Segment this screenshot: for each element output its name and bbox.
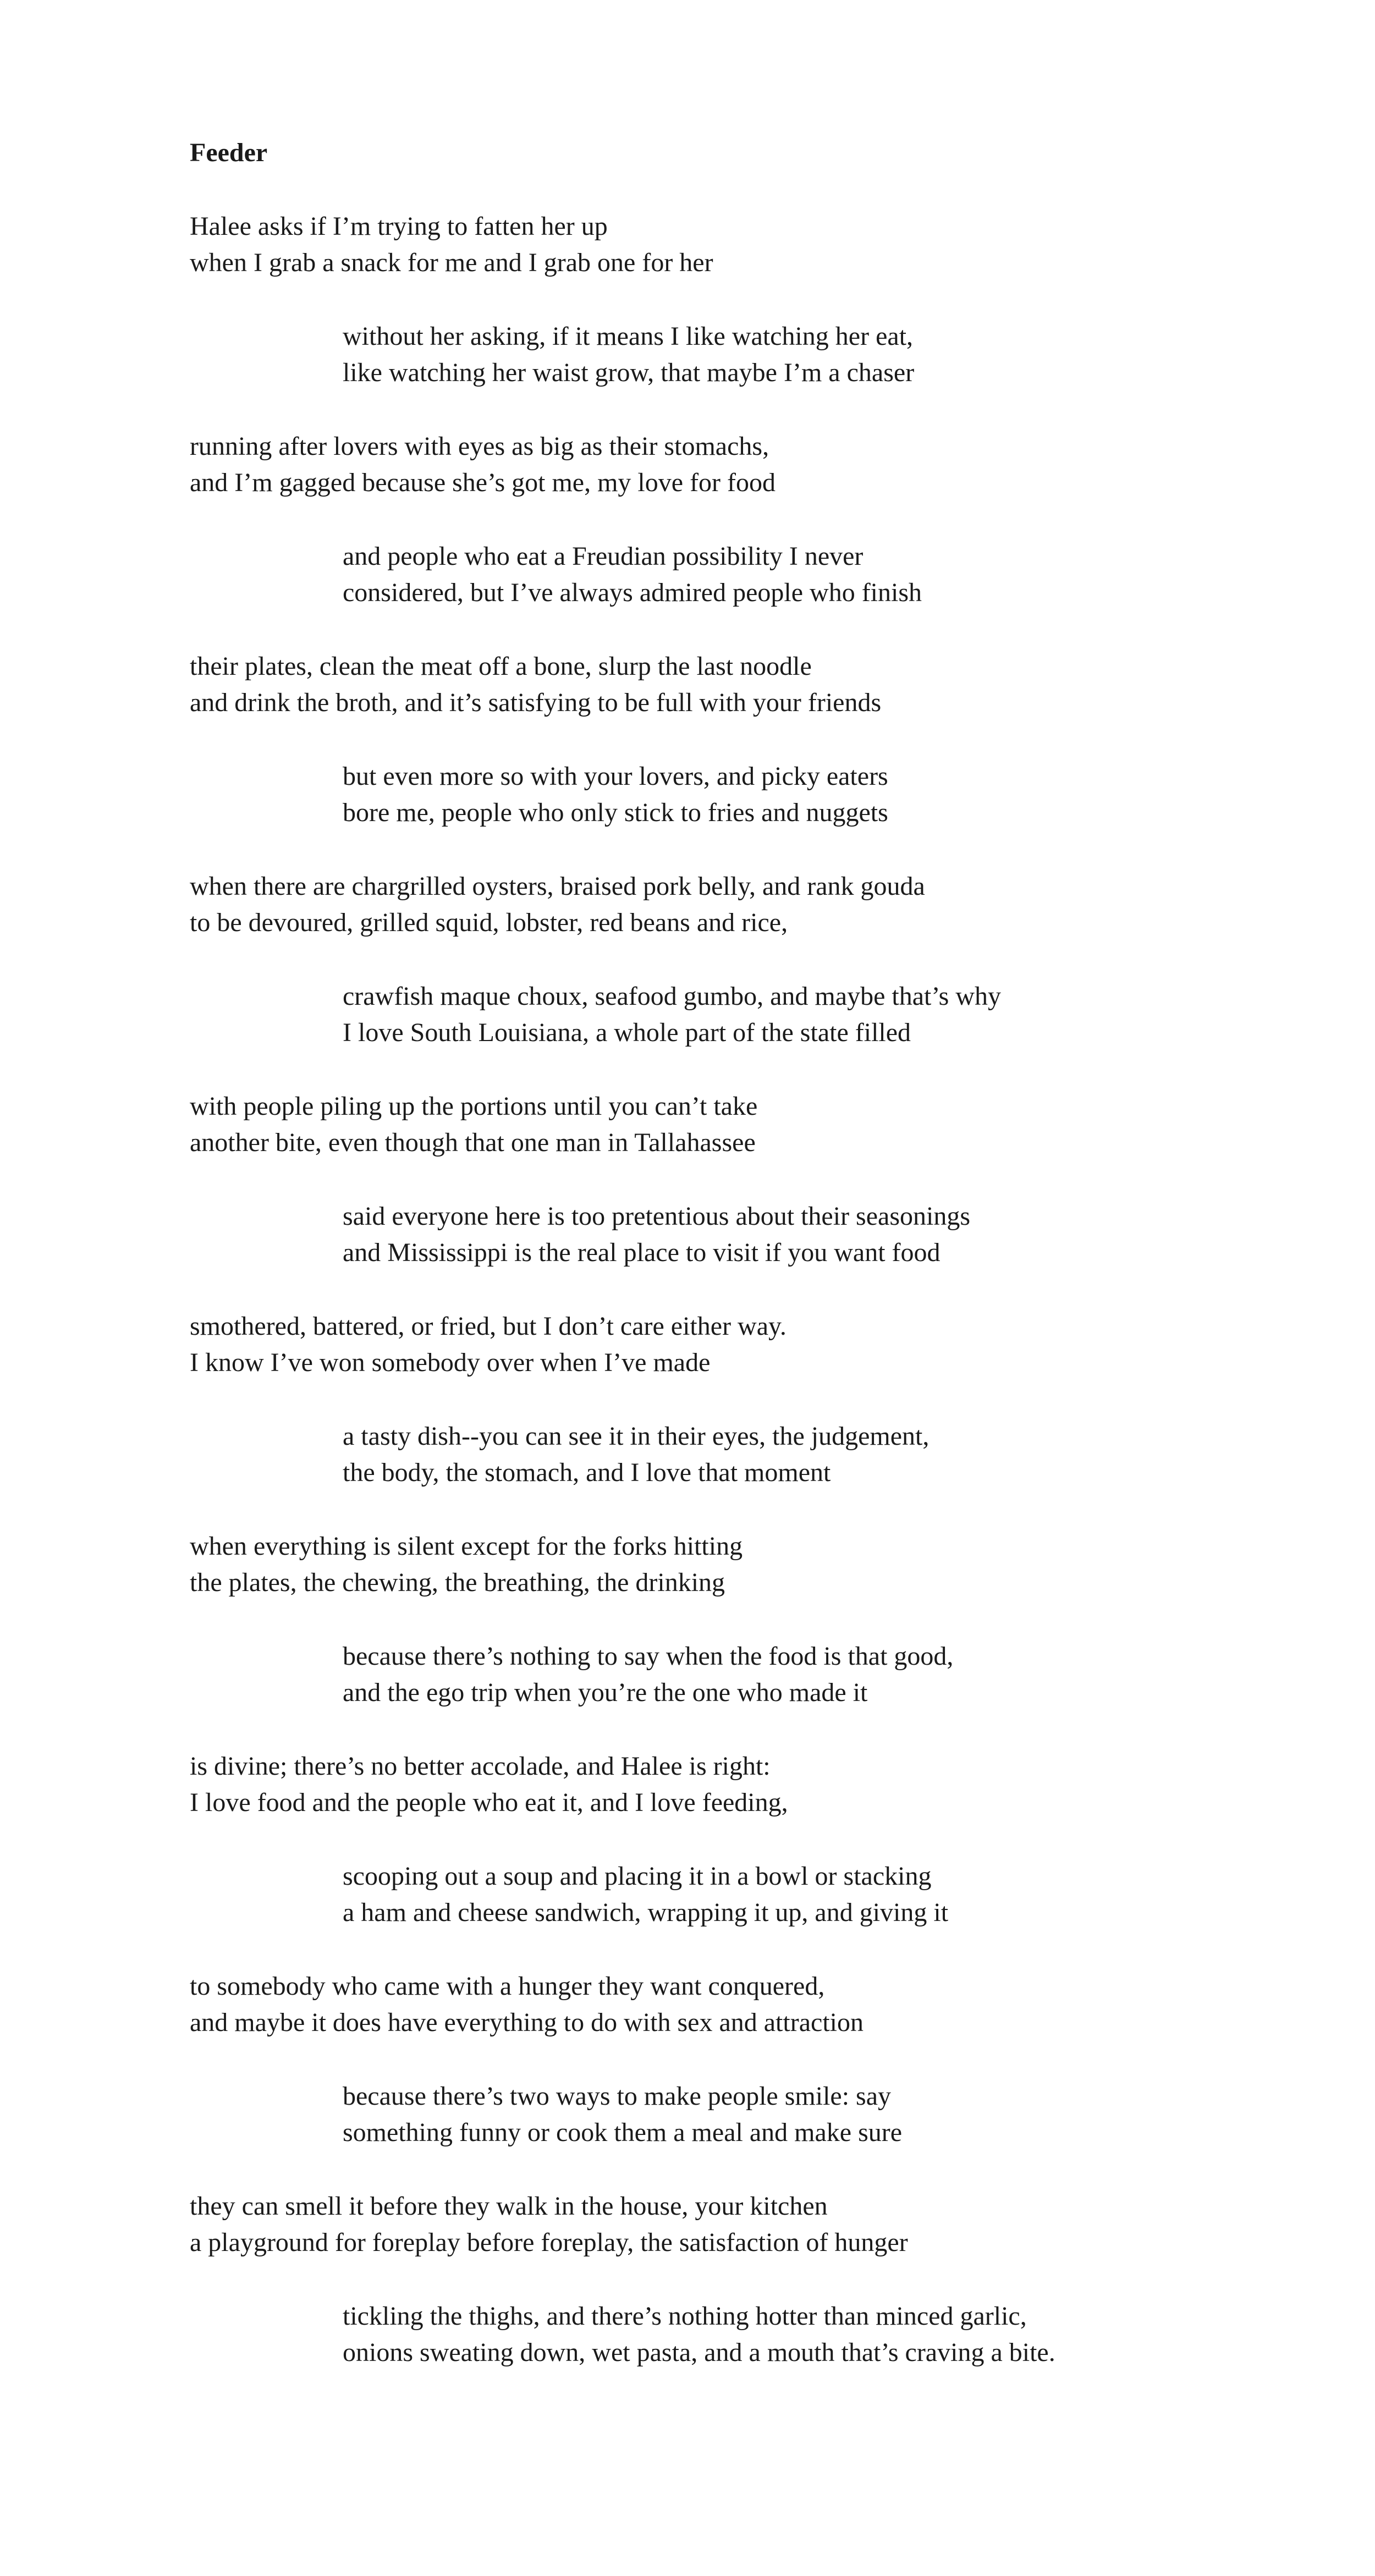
poem-line: something funny or cook them a meal and make sure [343, 2118, 903, 2147]
poem-line: running after lovers with eyes as big as their stomachs, [190, 432, 769, 461]
poem-line: Halee asks if I’m trying to fatten her up [190, 212, 608, 241]
poem-line: with people piling up the portions until you can’t take [190, 1092, 758, 1121]
stanza [190, 648, 1290, 721]
poem-line: the body, the stomach, and I love that moment [343, 1458, 831, 1487]
stanza [190, 1528, 1290, 1601]
poem-line: a playground for foreplay before foreplay, the satisfaction of hunger [190, 2228, 908, 2257]
poem-line: when there are chargrilled oysters, braised pork belly, and rank gouda [190, 872, 925, 901]
poem-line: when everything is silent except for the forks hitting [190, 1532, 743, 1561]
stanza [190, 208, 1290, 281]
stanza [190, 2188, 1290, 2261]
stanza [343, 318, 1375, 391]
stanza [343, 1858, 1375, 1931]
poem-line: crawfish maque choux, seafood gumbo, and maybe that’s why [343, 982, 1002, 1011]
poem-line: another bite, even though that one man in Tallahassee [190, 1128, 756, 1157]
stanza [343, 1198, 1375, 1271]
poem-line: because there’s nothing to say when the food is that good, [343, 1642, 954, 1671]
poem-line: tickling the thighs, and there’s nothing hotter than minced garlic, [343, 2302, 1027, 2331]
stanza [190, 1748, 1290, 1821]
stanza [190, 1088, 1290, 1161]
poem-line: and people who eat a Freudian possibility I never [343, 542, 864, 571]
poem-line: bore me, people who only stick to fries and nuggets [343, 798, 888, 827]
stanza [190, 1308, 1290, 1381]
poem-line: is divine; there’s no better accolade, and Halee is right: [190, 1752, 771, 1781]
poem-line: said everyone here is too pretentious about their seasonings [343, 1202, 971, 1231]
poem-line: because there’s two ways to make people smile: say [343, 2082, 892, 2111]
poem-line: and I’m gagged because she’s got me, my love for food [190, 468, 776, 497]
poem-title: Feeder [190, 138, 268, 167]
stanza [190, 428, 1290, 501]
stanza [190, 1968, 1290, 2041]
poem-line: and drink the broth, and it’s satisfying to be full with your friends [190, 688, 882, 717]
poem-line: without her asking, if it means I like watching her eat, [343, 322, 914, 351]
poem-line: their plates, clean the meat off a bone, slurp the last noodle [190, 652, 812, 681]
poem-line: a ham and cheese sandwich, wrapping it up, and giving it [343, 1898, 949, 1927]
poem-line: scooping out a soup and placing it in a bowl or stacking [343, 1862, 932, 1891]
poem-line: to somebody who came with a hunger they want conquered, [190, 1972, 825, 2001]
stanza [343, 2298, 1375, 2371]
stanza [190, 868, 1290, 941]
poem-line: smothered, battered, or fried, but I don’t care either way. [190, 1312, 787, 1341]
stanza [343, 1418, 1375, 1491]
poem-line: I love food and the people who eat it, and I love feeding, [190, 1788, 788, 1817]
stanza [343, 2078, 1375, 2151]
poem-line: but even more so with your lovers, and picky eaters [343, 762, 888, 791]
poem-line: and Mississippi is the real place to visit if you want food [343, 1238, 941, 1267]
poem-line: a tasty dish--you can see it in their eyes, the judgement, [343, 1422, 930, 1451]
poem-line: to be devoured, grilled squid, lobster, red beans and rice, [190, 908, 788, 937]
poem-line: considered, but I’ve always admired people who finish [343, 578, 922, 607]
poem-line: I love South Louisiana, a whole part of the state filled [343, 1018, 911, 1047]
stanza [343, 538, 1375, 611]
poem-line: like watching her waist grow, that maybe I’m a chaser [343, 358, 915, 387]
poem-line: and the ego trip when you’re the one who made it [343, 1678, 868, 1707]
poem-line: I know I’ve won somebody over when I’ve made [190, 1348, 711, 1377]
poem-line: they can smell it before they walk in the house, your kitchen [190, 2192, 828, 2221]
poem-line: and maybe it does have everything to do with sex and attraction [190, 2008, 864, 2037]
poem-line: when I grab a snack for me and I grab one for her [190, 248, 713, 277]
stanza [343, 758, 1375, 831]
stanza [343, 1638, 1375, 1711]
stanza [343, 978, 1375, 1051]
poem-line: the plates, the chewing, the breathing, the drinking [190, 1568, 725, 1597]
poem-line: onions sweating down, wet pasta, and a mouth that’s craving a bite. [343, 2338, 1055, 2367]
